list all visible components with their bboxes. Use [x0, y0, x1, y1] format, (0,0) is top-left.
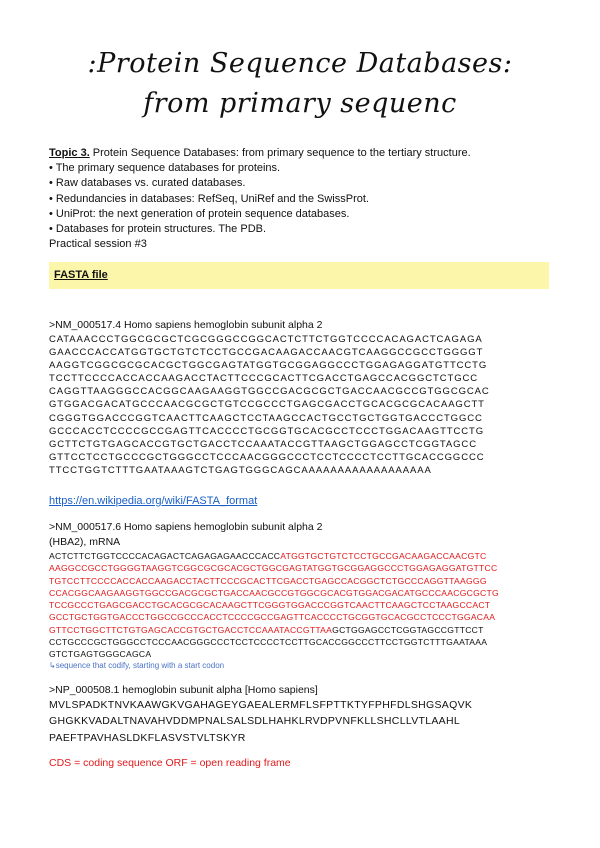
cds-line: AAGGCCGCCTGGGGTAAGGTCGGCGCGCACGCTGGCGAGTATGGTGCGGAGGCCCTGGAGAGGATGTTCC	[49, 563, 498, 574]
topic-bullet: • The primary sequence databases for proteins.	[49, 162, 281, 175]
cds-definition: CDS = coding sequence ORF = open reading frame	[49, 757, 291, 769]
sequence-line: GAACCCACCATGGTGCTGTCTCCTGCCGACAAGACCAACGTCAAGGCCGCCTGGGGT	[49, 347, 484, 359]
sequence-line: GTCTGAGTGGGCAGCA	[49, 649, 152, 660]
sequence-line: GTTCCTCCTGCCCGCTGGGCCTCCCAACGGGCCCTCCTCCCCTCCTTGCACCGGCCC	[49, 451, 485, 463]
page-title-line-2: from primary sequenc	[143, 88, 457, 119]
fasta-header: >NM_000517.4 Homo sapiens hemoglobin subunit alpha 2	[49, 319, 323, 331]
topic-text: Protein Sequence Databases: from primary sequence to the tertiary structure.	[89, 147, 471, 159]
practical-session: Practical session #3	[49, 238, 147, 251]
sequence-line: CGGGTGGACCCGGTCAACTTCAAGCTCCTAAGCCACTGCCTGCTGGTGACCCTGGCC	[49, 412, 483, 424]
sequence-line: TCCTTCCCCACCACCAAGACCTACTTCCCGCACTTCGACCTGAGCCACGGCTCTGCC	[49, 373, 479, 385]
sequence-line: CATAAACCCTGGCGCGCTCGCGGGCCGGCACTCTTCTGGTCCCCACAGACTCAGAGA	[49, 334, 483, 345]
topic-bullet: • Databases for protein structures. The PDB.	[49, 223, 267, 236]
cds-segment: ATGGTGCTGTCTCCTGCCGACAAGACCAACGTC	[280, 551, 487, 561]
cds-segment: GTTCCTGGCTTCTGTGAGCACCGTGCTGACCTCCAAATACCGTTAA	[49, 624, 333, 635]
fasta-link-row	[49, 491, 559, 509]
protein-sequence-block	[49, 697, 559, 746]
sequence-block	[49, 333, 559, 477]
cds-annotation-note: ↳sequence that codify, starting with a start codon	[49, 660, 225, 670]
sequence-line: CCTGCCCGCTGGGCCTCCCAACGGGCCCTCCTCCCCTCCTTGCACCGGCCCTTCCTGGTCTTTGAATAAA	[49, 637, 488, 648]
sequence-line: GCTTCTGTGAGCACCGTGCTGACCTCCAAATACCGTTAAGCTGGAGCCTCGGTAGCC	[49, 438, 477, 450]
topic-summary	[49, 146, 559, 252]
fasta-header-continued: (HBA2), mRNA	[49, 536, 121, 548]
fasta-header: >NP_000508.1 hemoglobin subunit alpha [Homo sapiens]	[49, 684, 318, 696]
fasta-format-link[interactable]: https://en.wikipedia.org/wiki/FASTA_format	[49, 495, 258, 507]
topic-label: Topic 3.	[49, 147, 90, 159]
cds-line: TGTCCTTCCCCACCACCAAGACCTACTTCCCGCACTTCGACCTGAGCCACGGCTCTGCCCAGGTTAAGGG	[49, 575, 487, 586]
sequence-line: GCCCACCTCCCCGCCGAGTTCACCCCTGCGGTGCACGCCTCCCTGGACAAGTTCCTG	[49, 425, 484, 437]
fasta-nucleotide-record-2	[49, 521, 559, 670]
page-title-line-1: :Protein Sequence Databases:	[87, 48, 513, 79]
sequence-line: TTCCTGGTCTTTGAATAAAGTCTGAGTGGGCAGCAAAAAAAAAAAAAAAAAA	[49, 464, 432, 476]
sequence-line: GTGGACGACATGCCCAACGCGCTGTCCGCCCTGAGCGACCTGCACGCGCACAAGCTT	[49, 399, 485, 411]
utr-segment: ACTCTTCTGGTCCCCACAGACTCAGAGAGAACCCACC	[49, 551, 281, 561]
sequence-block	[49, 550, 559, 661]
cds-line: GCCTGCTGGTGACCCTGGCCGCCCACCTCCCCGCCGAGTTCACCCCTGCGGTGCACGCCTCCCTGGACAA	[49, 612, 496, 623]
fasta-nucleotide-record-1	[49, 319, 559, 477]
sequence-line: PAEFTPAVHASLDKFLASVSTVLTSKYR	[49, 731, 246, 744]
cds-line: CCACGGCAAGAAGGTGGCCGACGCGCTGACCAACGCCGTGGCGCACGTGGACGACATGCCCAACGCGCTG	[49, 587, 499, 598]
topic-heading	[49, 146, 559, 161]
fasta-header: >NM_000517.6 Homo sapiens hemoglobin subunit alpha 2	[49, 521, 323, 533]
sequence-line	[49, 624, 559, 636]
utr-segment: GCTGGAGCCTCGGTAGCCGTTCCT	[332, 624, 484, 635]
cds-line: TCCGCCCTGAGCGACCTGCACGCGCACAAGCTTCGGGTGGACCCGGTCAACTTCAAGCTCCTAAGCCACT	[49, 600, 491, 611]
topic-bullet: • Raw databases vs. curated databases.	[49, 177, 246, 190]
topic-bullet: • Redundancies in databases: RefSeq, UniRef and the SwissProt.	[49, 192, 369, 205]
section-header: FASTA file	[54, 269, 108, 281]
sequence-line: GHGKKVADALTNAVAHVDDMPNALSALSDLHAHKLRVDPVNFKLLSHCLLVTLAAHL	[49, 715, 460, 728]
section-header-band	[49, 262, 549, 289]
sequence-line	[49, 550, 559, 562]
sequence-line: MVLSPADKTNVKAAWGKVGAHAGEYGAEALERMFLSFPTTKTYFPHFDLSHGSAQVK	[49, 699, 473, 711]
sequence-line: CAGGTTAAGGGCCACGGCAAGAAGGTGGCCGACGCGCTGACCAACGCCGTGGCGCAC	[49, 386, 490, 398]
sequence-line: AAGGTCGGCGCGCACGCTGGCGAGTATGGTGCGGAGGCCCTGGAGAGGATGTTCCTG	[49, 360, 488, 372]
topic-bullet: • UniProt: the next generation of protein sequence databases.	[49, 207, 350, 220]
fasta-protein-record	[49, 684, 559, 746]
